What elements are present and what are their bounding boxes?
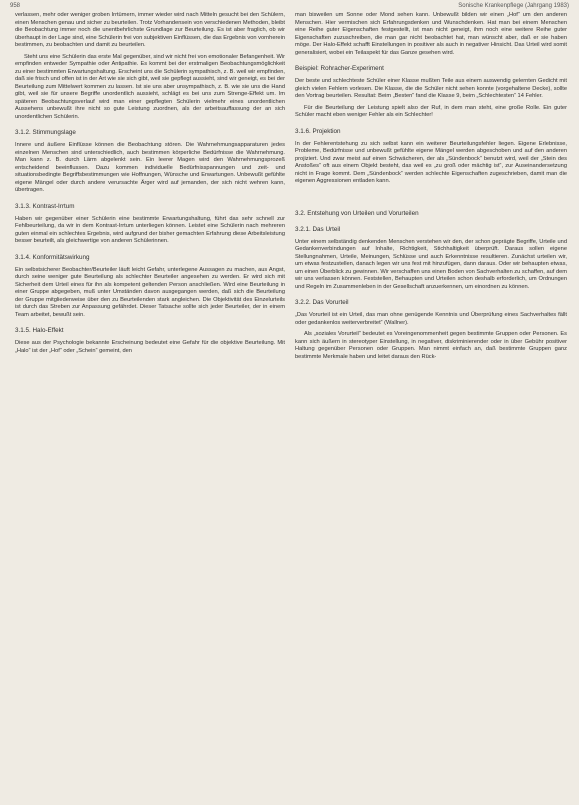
right-column bbox=[295, 12, 567, 365]
journal-title: Sonische Krankenpflege (Jahrgang 1983) bbox=[458, 3, 569, 9]
body-paragraph: man bisweilen um Sonne oder Mond sehen kann. Unbewußt bilden wir einen „Hof“ um den anderen Menschen. Hier vermischen sich Erfahrungsdenken und Wunschdenken. Hat man bei einem Menschen eine Reihe guter Eigenschaften festgestellt, ist man nicht geneigt, ihm noch eine weitere Reihe guter Eigenschaften zuzuschreiben, die man gar nicht beobachtet hat, man wünscht aber, daß er sie haben möge. Der Halo-Effekt schafft Einstellungen in positiver als auch in negativer Hinsicht. Das Urteil wird somit generalisiert, wobei ein Teilaspekt für das Ganze gesehen wird. bbox=[295, 12, 567, 56]
body-paragraph: Für die Beurteilung der Leistung spielt also der Ruf, in dem man steht, eine große Rolle. Ein guter Schüler macht eben weniger Fehler als ein Schlechter! bbox=[295, 104, 567, 118]
section-heading: 3.1.4. Konformitätswirkung bbox=[15, 253, 90, 261]
body-paragraph: Steht uns eine Schülerin das erste Mal gegenüber, sind wir nicht frei von emotionaler Befangenheit. Wir empfinden entweder Sympathie oder Antipathie. Es kommt bei der erstmaligen Beobachtungsmöglichkeit zu einer bestimmten Erwartungshaltung. Erscheint uns die Schülerin sympathisch, z. B. weil wir empfinden, daß sie frisch und offen ist in der Art wie sie sich gibt, weil sie gepflegt aussieht, sind wir geneigt, es bei der Beurteilung zum Mittelwert kommen zu lassen. Ist sie uns aber unsympathisch, z. B. wie sie uns die Hand gibt, weil sie für unsere Begriffe unordentlich aussieht, schlägt es bei uns zum Strenge-Effekt um. Im späteren Beobachtungsverlauf wird man einer gepflegten Schülerin vielmehr eines unordentlichen Aussehens unbewußt ihre nicht so gute Leistung zuordnen, als der arbeitsauffassung der an sich unordentlichen Schülerin. bbox=[15, 53, 285, 120]
section-heading: 3.1.2. Stimmungslage bbox=[15, 129, 76, 136]
body-paragraph: Unter einem selbständig denkenden Menschen verstehen wir den, der schon geprägte Begriffe, Urteile und Gedankenverbindungen auf Inhalte, Richtigkeit, Stichhaltigkeit überprüft. Daraus sollen eigene Stellungnahmen, Urteile, Meinungen, Schlüsse und auch Erkenntnisse resultieren. Zunächst urteilen wir, um etwas festzustellen, danach legen wir uns fest mit hinzufügen, dann daraus. Oder wir behaupten etwas, um einen Überblick zu gewinnen. Wir verschaffen uns einen Boden von Sachverhalten zu schaffen, auf dem wir uns verlassen können. Feststellen, Behaupten und Urteilen schon deshalb erforderlich, um Ordnungen und Regeln im Zusammenleben in der Gesellschaft anzuerkennen, um einordnen zu können. bbox=[295, 238, 568, 290]
section-heading: Beispiel: Rohracher-Experiment bbox=[295, 65, 384, 72]
left-column bbox=[15, 12, 285, 359]
section-heading: 3.1.6. Projektion bbox=[295, 127, 341, 135]
body-paragraph: Der beste und schlechteste Schüler einer Klasse mußten Teile aus einem auswendig gelernten Gedicht mit gleich vielen Fehlern vorlesen. Die Klasse, die die Schüler nicht sehen konnte (vorgehaltene Decke), sollte den Vortrag beurteilen. Resultat: Beim „Besten“ fand die Klasse 9, beim „Schlechtesten“ 14 Fehler. bbox=[295, 78, 567, 99]
body-paragraph: Innere und äußere Einflüsse können die Beobachtung stören. Die Wahrnehmungsapparaturen jedes einzelnen Menschen sind unterschiedlich, auch bestimmen körperliche Bedürfnisse die Wahrnehmung. Man kann z. B. durch Lärm abgelenkt sein. Ein leerer Magen wird den Wahrnehmungsprozeß entscheidend beeinflussen. Dazu kommen individuelle Bedürfnisspannungen und zeit- und situationsbedingte Begriffsbestimmungen wie Hoffnungen, Wünsche und Erwartungen. Unbewußt gefühlte eigene Mängel oder durch andere verursachte Ärger wird auf jemanden, der sich nicht wehren kann, übertragen. bbox=[15, 142, 285, 193]
body-paragraph: „Das Vorurteil ist ein Urteil, das man ohne genügende Kenntnis und Überprüfung eines Sachverhaltes fällt oder gedankenlos weiterverbreitet“ (Wallner). bbox=[295, 312, 567, 326]
body-paragraph: Diese aus der Psychologie bekannte Erscheinung bedeutet eine Gefahr für die objektive Beurteilung. Mit „Halo“ ist der „Hof“ oder „Schein“ gemeint, den bbox=[15, 340, 285, 354]
body-paragraph: In der Fehlerentstehung zu sich selbst kann ein weiterer Beurteilungsfehler liegen. Eigene Erlebnisse, Probleme, Bedürfnisse und unbewußt gefühlte eigene Mängel werden abgeschoben und auf den anderen projiziert. Und zwar meist auf einen Schwächeren, der als „Sündenbock“ benutzt wird, weil der „Stein des Anstoßes“ oft aus einem Objekt besteht, das weil es „zu groß oder mächtig ist“, zur Auseinandersetzung nicht in Frage kommt. Dem „Sündenbock“ werden schlechte Eigenschaften zugeschrieben, damit man die eigenen Aggressionen entladen kann. bbox=[295, 140, 567, 184]
section-gap bbox=[295, 190, 567, 202]
section-heading: 3.2.2. Das Vorurteil bbox=[295, 299, 349, 306]
body-paragraph: verlassen, mehr oder weniger groben Irrtümern, immer wieder wird nach Mitteln gesucht bei den Schülern, einen Menschen genau und sicher zu beurteilen. Trotz Vorhandensein von verschiedenen Methoden, bleibt die Beobachtung immer noch die unentbehrlichste Grundlage zur Beurteilung. Es ist aber fraglich, ob wir überhaupt in der Lage sind, eine Schülerin frei von subjektiven Einflüssen, die das Ergebnis von vornherein bestimmen, zu beobachten und damit zu beurteilen. bbox=[15, 12, 285, 48]
section-heading: 3.2.1. Das Urteil bbox=[295, 225, 341, 233]
section-heading: 3.1.3. Kontrast-Irrtum bbox=[15, 202, 75, 210]
section-heading: 3.1.5. Halo-Effekt bbox=[15, 327, 64, 334]
body-paragraph: Ein selbstsicherer Beobachter/Beurteiler läuft leicht Gefahr, unterlegene Aussagen zu machen, aus Angst, durch seine weniger gute Beurteilung als schlechter Beurteiler angesehen zu werden. Er wird sich mit Sicherheit dem Urteil eines für ihn als kompetent geltenden Person anschließen. Wird eine Beurteilung in einer Gruppe abgegeben, muß unter Umständen davon ausgegangen werden, daß sich die Beurteilung der Gruppe mitgliederweise über den zu Beurteilenden stark angleichen. Die Objektivität des Einzelurteils ist durch das Streben zur Anpassung gefährdet. Dieser Tatsache sollte sich jeder Beurteiler, der in einem Team arbeitet, bewußt sein. bbox=[15, 266, 285, 318]
page-number: 958 bbox=[10, 3, 21, 9]
body-paragraph: Als „soziales Vorurteil“ bedeutet es Voreingenommenheit gegen bestimmte Gruppen oder Personen. Es kann sich äußern in stereotyper Einstellung, in negativer, diskriminierender oder in über Gebühr positiver Haltung gegenüber Personen oder Gruppen. Man nimmt einfach an, daß bestimmte Gruppen ganz bestimmte Merkmale haben und leitet daraus den Rück- bbox=[295, 331, 567, 360]
section-heading: 3.2. Entstehung von Urteilen und Vorurteilen bbox=[295, 209, 419, 217]
body-paragraph: Haben wir gegenüber einer Schülerin eine bestimmte Erwartungshaltung, führt das sehr schnell zur Fehlbeurteilung, da wir in dem Kontrast-Irrtum unterliegen können. Leistet eine Schülerin nach mehreren guten einmal ein schlechtes Ergebnis, wird aufgrund der bisher gemachten Erfahrung diese Arbeitsleistung besser beurteilt, als gleichwertige von anderen Schülerinnen. bbox=[15, 215, 285, 244]
